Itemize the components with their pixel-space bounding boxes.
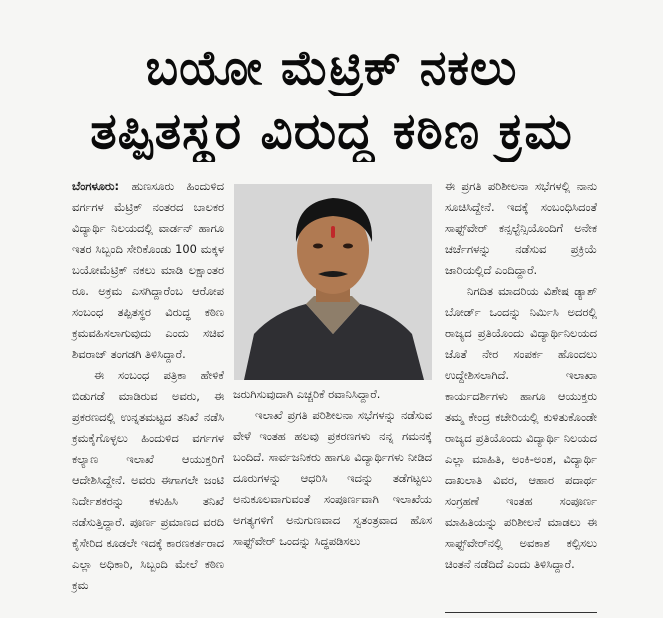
article-column-2 — [233, 384, 432, 552]
tilak — [331, 226, 335, 238]
article-paragraph: ಜರುಗಿಸುವುದಾಗಿ ಎಚ್ಚರಿಕೆ ರವಾನಿಸಿದ್ದಾರೆ. — [233, 387, 381, 401]
right-eye — [343, 244, 353, 249]
article-paragraph: ನಿಗದಿತ ಮಾದರಿಯ ವಿಶೇಷ ಡ್ಯಾಶ್ ಬೋರ್ಡ್ ಒಂದನ್ನು ನಿರ್ಮಿಸಿ ಅದರಲ್ಲಿ ರಾಜ್ಯದ ಪ್ರತಿಯೊಂದು ವಿದ್ಯಾರ್ಥಿನಿಲಯದ ಜೊತೆ ನೇರ ಸಂಪರ್ಕ ಹೊಂದಲು ಉದ್ದೇಶಿಸಲಾಗಿದೆ. ಇಲಾಖಾ ಕಾರ್ಯದರ್ಶಿಗಳು ಹಾಗೂ ಆಯುಕ್ತರು ತಮ್ಮ ಕೇಂದ್ರ ಕಚೇರಿಯಲ್ಲಿ ಕುಳಿತುಕೊಂಡೇ ರಾಜ್ಯದ ಪ್ರತಿಯೊಂದು ವಿದ್ಯಾರ್ಥಿ ನಿಲಯದ ಎಲ್ಲಾ ಮಾಹಿತಿ, ಅಂಕಿ-ಅಂಶ, ವಿದ್ಯಾರ್ಥಿ ದಾಖಲಾತಿ ವಿವರ, ಆಹಾರ ಪದಾರ್ಥ ಸಂಗ್ರಹಣೆ ಇಂತಹ ಸಂಪೂರ್ಣ ಮಾಹಿತಿಯನ್ನು ಪರಿಶೀಲನೆ ಮಾಡಲು ಈ ಸಾಫ್ಟ್‌ವೇರ್‌ನಲ್ಲಿ ಅವಕಾಶ ಕಲ್ಪಿಸಲು ಚಿಂತನೆ ನಡೆದಿದೆ ಎಂದು ತಿಳಿಸಿದ್ದಾರೆ. — [445, 284, 597, 571]
article-paragraph: ಈ ಸಂಬಂಧ ಪತ್ರಿಕಾ ಹೇಳಿಕೆ ಬಿಡುಗಡೆ ಮಾಡಿರುವ ಅವರು, ಈ ಪ್ರಕರಣದಲ್ಲಿ ಉನ್ನತಮಟ್ಟದ ತನಿಖೆ ನಡೆಸಿ ಕ್ರಮಕೈಗೊಳ್ಳಲು ಹಿಂದುಳಿದ ವರ್ಗಗಳ ಕಲ್ಯಾಣ ಇಲಾಖೆ ಆಯುಕ್ತರಿಗೆ ಆದೇಶಿಸಿದ್ದೇನೆ. ಅವರು ಈಗಾಗಲೇ ಜಂಟಿ ನಿರ್ದೇಶಕರನ್ನು ಕಳುಹಿಸಿ ತನಿಖೆ ನಡೆಸುತ್ತಿದ್ದಾರೆ. ಪೂರ್ಣ ಪ್ರಮಾಣದ ವರದಿ ಕೈಸೇರಿದ ಕೂಡಲೇ ಇದಕ್ಕೆ ಕಾರಣಕರ್ತರಾದ ಎಲ್ಲಾ ಅಧಿಕಾರಿ, ಸಿಬ್ಬಂದಿ ಮೇಲೆ ಕಠಿಣ ಕ್ರಮ — [72, 368, 224, 592]
end-rule — [445, 612, 597, 613]
headline-line-2: ತಪ್ಪಿತಸ್ಥರ ವಿರುದ್ಧ ಕಠಿಣ ಕ್ರಮ — [90, 102, 573, 160]
minister-photo — [234, 184, 432, 380]
article-paragraph: ಇಲಾಖೆ ಪ್ರಗತಿ ಪರಿಶೀಲನಾ ಸಭೆಗಳನ್ನು ನಡೆಸುವ ವೇಳೆ ಇಂತಹ ಹಲವು ಪ್ರಕರಣಗಳು ನನ್ನ ಗಮನಕ್ಕೆ ಬಂದಿದೆ. ಸಾರ್ವಜನಿಕರು ಹಾಗೂ ವಿದ್ಯಾರ್ಥಿಗಳು ನೀಡಿದ ದೂರುಗಳನ್ನು ಆಧರಿಸಿ ಇದನ್ನು ತಡೆಗಟ್ಟಲು ಅನುಕೂಲವಾಗುವಂತೆ ಸಂಪೂರ್ಣವಾಗಿ ಇಲಾಖೆಯ ಅಗತ್ಯಗಳಿಗೆ ಅನುಗುಣವಾದ ಸ್ವತಂತ್ರವಾದ ಹೊಸ ಸಾಫ್ಟ್‌ವೇರ್ ಒಂದನ್ನು ಸಿದ್ಧಪಡಿಸಲು — [233, 408, 432, 548]
article-paragraph: ಈ ಪ್ರಗತಿ ಪರಿಶೀಲನಾ ಸಭೆಗಳಲ್ಲಿ ನಾನು ಸೂಚಿಸಿದ್ದೇನೆ. ಇದಕ್ಕೆ ಸಂಬಂಧಿಸಿದಂತೆ ಸಾಫ್ಟ್‌ವೇರ್ ಕನ್ಸಲ್ಟೆನ್ಸಿಯೊಂದಿಗೆ ಅನೇಕ ಚರ್ಚೆಗಳನ್ನು ನಡೆಸುವ ಪ್ರಕ್ರಿಯೆ ಜಾರಿಯಲ್ಲಿದೆ ಎಂದಿದ್ದಾರೆ. — [445, 179, 597, 277]
dateline: ಬೆಂಗಳೂರು: — [72, 179, 120, 193]
article-paragraph — [72, 176, 224, 365]
headline-line-1: ಬಯೋ ಮೆಟ್ರಿಕ್ ನಕಲು — [145, 40, 518, 96]
article-column-3 — [445, 176, 597, 575]
paragraph-text: ಹುಣಸೂರು ಹಿಂದುಳಿದ ವರ್ಗಗಳ ಮೆಟ್ರಿಕ್ ನಂತರದ ಬಾಲಕರ ವಿದ್ಯಾರ್ಥಿ ನಿಲಯದಲ್ಲಿ ವಾರ್ಡನ್ ಹಾಗೂ ಇತರ ಸಿಬ್ಬಂದಿ ಸೇರಿಕೊಂಡು 100 ಮಕ್ಕಳ ಬಯೋಮೆಟ್ರಿಕ್ ನಕಲು ಮಾಡಿ ಲಕ್ಷಾಂತರ ರೂ. ಅಕ್ರಮ ಎಸಗಿದ್ದಾರೆಂಬ ಆರೋಪ ಸಂಬಂಧ ತಪ್ಪಿತಸ್ಥರ ವಿರುದ್ಧ ಕಠಿಣ ಕ್ರಮವಹಿಸಲಾಗುವುದು ಎಂದು ಸಚಿವ ಶಿವರಾಜ್ ತಂಗಡಗಿ ತಿಳಿಸಿದ್ದಾರೆ. — [72, 179, 224, 361]
left-eye — [313, 244, 323, 249]
portrait-illustration — [234, 184, 432, 380]
article-column-1 — [72, 176, 224, 596]
